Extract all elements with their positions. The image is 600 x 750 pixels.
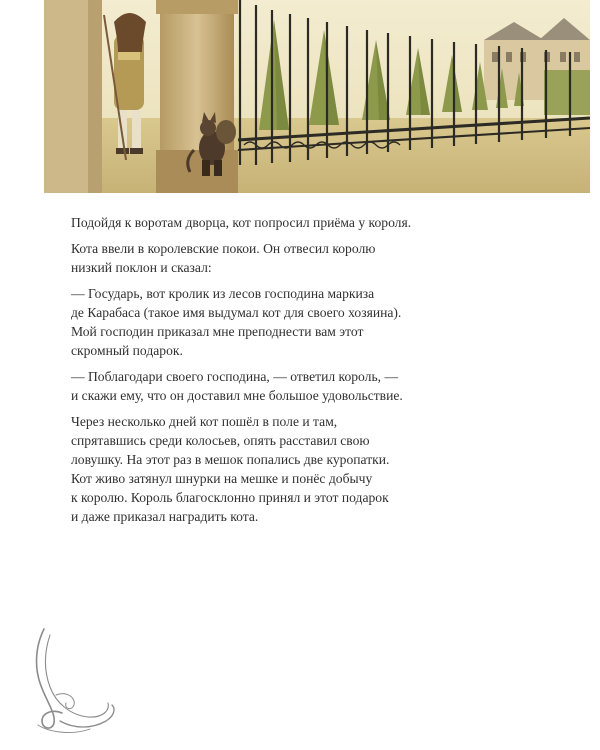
story-text: [71, 213, 541, 533]
story-paragraph: — Поблагодари своего господина, — ответил король, — и скажи ему, что он доставил мне большое удовольствие.: [71, 369, 403, 403]
story-paragraph: Подойдя к воротам дворца, кот попросил приёма у короля.: [71, 215, 412, 230]
story-paragraph: — Государь, вот кролик из лесов господина маркиза де Карабаса (такое имя выдумал кот для своего хозяина). Мой господин приказал мне преподнести вам этот скромный подарок.: [71, 286, 402, 358]
palace-gate-illustration: [44, 0, 590, 193]
palace-gate-illustration-icon: [44, 0, 590, 193]
story-paragraph: Кота ввели в королевские покои. Он отвесил королю низкий поклон и сказал:: [71, 241, 376, 275]
story-paragraph: Через несколько дней кот пошёл в поле и там, спрятавшись среди колосьев, опять расставил свою ловушку. На этот раз в мешок попались две куропатки. Кот живо затянул шнурки на мешке и понёс добычу к королю. Король благосклонно принял и этот подарок и даже приказал наградить кота.: [71, 414, 390, 524]
swirl-flourish-icon: [30, 625, 120, 735]
